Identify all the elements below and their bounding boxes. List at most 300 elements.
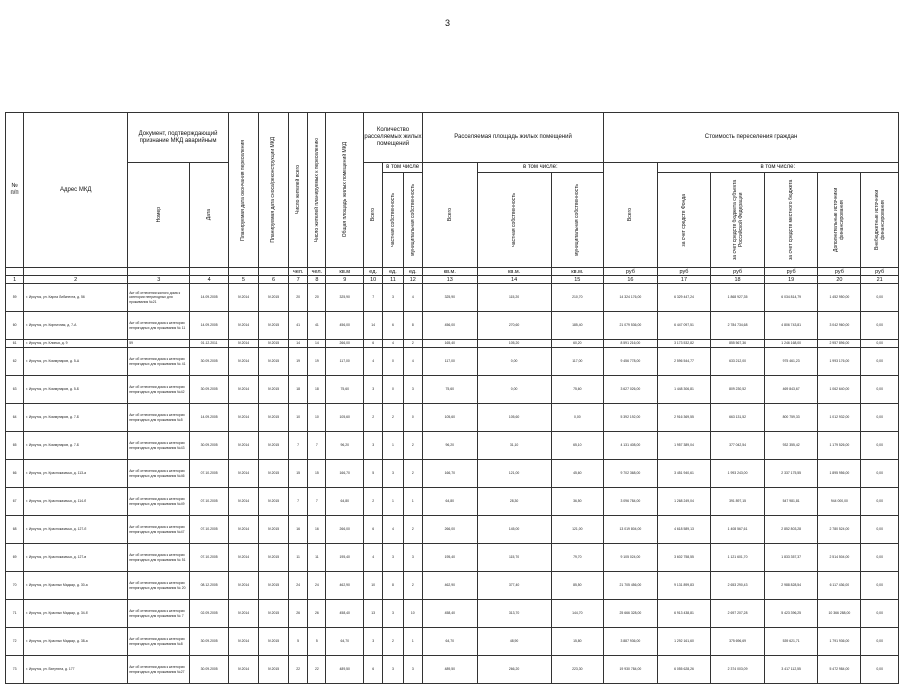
table-cell: 1 791 936,00	[818, 628, 861, 656]
table-cell: 9 105 024,00	[604, 544, 658, 572]
table-cell: 61	[6, 340, 24, 348]
table-cell: 325,90	[422, 284, 477, 312]
table-cell: 539 621,71	[764, 628, 818, 656]
table-cell: IV.2015	[258, 600, 288, 628]
table-cell: 1 452 950,00	[818, 284, 861, 312]
column-number-cell: 4	[190, 276, 229, 284]
table-cell: 800 759,33	[764, 404, 818, 432]
column-number-cell: 14	[477, 276, 551, 284]
table-cell: 270,60	[477, 312, 551, 340]
table-cell: 0	[383, 376, 403, 404]
table-cell: 2	[403, 460, 422, 488]
unit-cell: руб	[764, 268, 818, 276]
table-cell: 266,00	[326, 340, 364, 348]
table-cell: 3	[403, 656, 422, 684]
address-cell: г. Иркутск, ул. Красноказачья, д. 127-в	[24, 544, 128, 572]
header-count-total: Всего	[370, 208, 377, 222]
document-cell: Акт об отнесении дома к категории непригодных для проживания № 7	[128, 600, 190, 628]
table-cell: 01.12.2011	[190, 340, 229, 348]
table-cell: 13 019 804,00	[604, 516, 658, 544]
table-cell: 79,70	[551, 544, 604, 572]
table-cell: 7	[288, 488, 307, 516]
table-cell: 6	[364, 656, 383, 684]
table-cell: 325,90	[326, 284, 364, 312]
table-cell: 7	[288, 432, 307, 460]
table-cell: 96,20	[422, 432, 477, 460]
table-cell: 3	[364, 628, 383, 656]
table-cell: 1 895 956,00	[818, 460, 861, 488]
document-cell: Акт об отнесении дома к категории непригодных для проживания № 41	[128, 348, 190, 376]
table-cell: 2	[403, 340, 422, 348]
unit-cell: кв.м.	[422, 268, 477, 276]
table-cell: 1 408 567,61	[711, 516, 765, 544]
table-cell: 02.09.2005	[190, 600, 229, 628]
table-cell: 266,20	[477, 656, 551, 684]
table-cell: 64	[6, 404, 24, 432]
address-cell: г. Иркутск, ул. Карла Либкнехта, д. 56	[24, 284, 128, 312]
table-cell: IV.2015	[258, 432, 288, 460]
table-cell: 932 355,42	[764, 432, 818, 460]
table-cell: 13	[364, 600, 383, 628]
header-total-area: Общая площадь жилых помещений МКД	[341, 142, 348, 238]
unit-cell: кв.м.	[551, 268, 604, 276]
unit-cell	[258, 268, 288, 276]
table-cell: IV.2015	[258, 544, 288, 572]
table-cell: 62	[6, 348, 24, 376]
column-number-cell: 19	[764, 276, 818, 284]
table-cell: 3 451 940,61	[657, 460, 711, 488]
table-cell: 3 887 936,00	[604, 628, 658, 656]
table-cell: 2	[383, 404, 403, 432]
table-cell: 3	[383, 284, 403, 312]
table-cell: 6 034 814,79	[764, 284, 818, 312]
column-number-cell: 17	[657, 276, 711, 284]
column-number-cell: 18	[711, 276, 765, 284]
table-cell: 26	[288, 600, 307, 628]
table-cell: 14.09.2005	[190, 284, 229, 312]
column-number-cell: 10	[364, 276, 383, 284]
header-residents-planned: Число жителей планируемых к переселению	[313, 137, 320, 243]
header-cost-in-number: в том числе:	[657, 163, 898, 173]
table-cell: 456,00	[326, 312, 364, 340]
header-doc-number: Номер	[155, 207, 162, 223]
table-cell: 60	[6, 312, 24, 340]
header-cost-extra: Дополнительные источники финансирования	[833, 187, 846, 253]
table-cell: 0,00	[861, 312, 899, 340]
table-cell: 8 591 216,00	[604, 340, 658, 348]
table-cell: 5 472 984,00	[818, 656, 861, 684]
table-cell: 0,00	[477, 348, 551, 376]
column-number-cell: 21	[861, 276, 899, 284]
table-cell: IV.2014	[228, 488, 258, 516]
unit-cell: ед.	[383, 268, 403, 276]
table-cell: 458,40	[422, 600, 477, 628]
table-cell: 3 417 112,55	[764, 656, 818, 684]
address-cell: г. Иркутск, ул. Красноказачья, д. 127-б	[24, 516, 128, 544]
table-cell: 7	[308, 488, 326, 516]
unit-cell	[24, 268, 128, 276]
table-cell: IV.2015	[258, 340, 288, 348]
table-cell: 9 131 899,83	[657, 572, 711, 600]
table-cell: 5	[308, 628, 326, 656]
document-cell: Акт об отнесении дома к категории непригодных для проживания № 20	[128, 572, 190, 600]
table-row	[6, 348, 899, 376]
table-cell: 5	[288, 628, 307, 656]
table-cell: 4	[383, 340, 403, 348]
document-cell: Акт об отнесении дома к категории непригодных для проживания №46	[128, 460, 190, 488]
table-cell: 3	[403, 376, 422, 404]
table-cell: 07.10.2005	[190, 488, 229, 516]
table-cell: 18	[308, 376, 326, 404]
table-cell: 266,00	[422, 516, 477, 544]
header-area-municipal: муниципальная собственность	[574, 184, 581, 256]
header-cost-total: Всего	[627, 208, 634, 222]
table-cell: 166,70	[326, 460, 364, 488]
table-cell: 4	[403, 348, 422, 376]
table-cell: 15	[308, 460, 326, 488]
header-doc-date: Дата	[206, 209, 213, 221]
header-area-private: частная собственность	[511, 193, 518, 247]
unit-cell	[6, 268, 24, 276]
table-cell: 6 117 436,00	[818, 572, 861, 600]
table-cell: 21 079 536,00	[604, 312, 658, 340]
table-cell: 14	[364, 312, 383, 340]
table-cell: 3	[364, 432, 383, 460]
table-cell: 73	[6, 656, 24, 684]
table-cell: 66	[6, 460, 24, 488]
table-cell: 4 131 408,00	[604, 432, 658, 460]
table-cell: IV.2015	[258, 312, 288, 340]
table-cell: 6	[383, 312, 403, 340]
table-cell: 19	[288, 348, 307, 376]
table-cell: 5 392 192,00	[604, 404, 658, 432]
table-cell: 2 784 734,68	[711, 312, 765, 340]
header-cost-group: Стоимость переселения граждан	[604, 113, 899, 163]
table-cell: 1 292 161,60	[657, 628, 711, 656]
table-cell: 1 993 176,00	[818, 348, 861, 376]
table-cell: 2 337 175,55	[764, 460, 818, 488]
header-count-municipal: муниципальная собственность	[409, 184, 416, 256]
table-cell: 2	[403, 572, 422, 600]
unit-cell: руб	[657, 268, 711, 276]
table-cell: 75,60	[422, 376, 477, 404]
unit-cell	[128, 268, 190, 276]
table-cell: 121,00	[477, 460, 551, 488]
table-cell: 2 957 896,00	[818, 340, 861, 348]
table-cell: 26	[308, 600, 326, 628]
table-cell: 2 596 544,77	[657, 348, 711, 376]
table-cell: 8	[383, 572, 403, 600]
table-cell: 458,40	[326, 600, 364, 628]
table-cell: 2 852 803,28	[764, 516, 818, 544]
table-cell: 266,00	[326, 516, 364, 544]
table-cell: 144,70	[551, 600, 604, 628]
table-cell: 3 096 784,00	[604, 488, 658, 516]
table-cell: 30.09.2005	[190, 628, 229, 656]
table-cell: 10	[308, 404, 326, 432]
header-count-in-number: в том числе	[383, 163, 423, 173]
document-cell: Акт об отнесении дома к категории непригодных для проживания №42	[128, 376, 190, 404]
unit-cell: ед.	[364, 268, 383, 276]
table-cell: 2 780 524,00	[818, 516, 861, 544]
table-cell: 809 230,52	[711, 376, 765, 404]
unit-cell: кв.м.	[477, 268, 551, 276]
table-cell: 6	[364, 340, 383, 348]
table-cell: 9 702 368,00	[604, 460, 658, 488]
table-cell: 210,70	[551, 284, 604, 312]
table-cell: 2	[403, 432, 422, 460]
table-cell: 07.10.2005	[190, 544, 229, 572]
table-cell: 145,00	[477, 516, 551, 544]
unit-cell: чел.	[288, 268, 307, 276]
table-cell: 96,20	[326, 432, 364, 460]
units-row	[6, 268, 899, 276]
table-cell: 117,00	[326, 348, 364, 376]
table-cell: 469 843,67	[764, 376, 818, 404]
table-cell: 10	[288, 404, 307, 432]
header-area-total: Всего	[446, 208, 453, 222]
table-cell: 48,90	[477, 628, 551, 656]
table-cell: 3	[383, 656, 403, 684]
table-cell: 6	[364, 516, 383, 544]
table-cell: 3 042 960,00	[818, 312, 861, 340]
table-cell: 4 618 589,13	[657, 516, 711, 544]
table-cell: 19	[308, 348, 326, 376]
table-cell: 0,00	[861, 284, 899, 312]
table-cell: 3 602 758,55	[657, 544, 711, 572]
table-cell: 855 567,36	[711, 340, 765, 348]
table-row	[6, 312, 899, 340]
table-cell: 0,00	[861, 600, 899, 628]
table-cell: 25 666 328,00	[604, 600, 658, 628]
table-cell: 4	[364, 348, 383, 376]
table-cell: 68	[6, 516, 24, 544]
table-cell: 975 461,23	[764, 348, 818, 376]
table-cell: 3 627 026,00	[604, 376, 658, 404]
table-cell: 1 868 927,35	[711, 284, 765, 312]
column-number-cell: 12	[403, 276, 422, 284]
table-cell: 60,20	[551, 340, 604, 348]
table-cell: 105,60	[326, 404, 364, 432]
table-cell: 3 173 532,82	[657, 340, 711, 348]
table-cell: 1 246 168,00	[764, 340, 818, 348]
table-cell: 14	[308, 340, 326, 348]
table-cell: 3	[383, 460, 403, 488]
table-cell: 16	[288, 516, 307, 544]
table-cell: 1	[403, 628, 422, 656]
address-cell: г. Иркутск, ул. Красных Мадьяр, д. 30-а	[24, 572, 128, 600]
address-cell: г. Иркутск, ул. Ватутина, д. 177	[24, 656, 128, 684]
table-cell: 117,00	[551, 348, 604, 376]
table-cell: 195,40	[326, 544, 364, 572]
table-cell: 21 705 456,00	[604, 572, 658, 600]
table-cell: 105,60	[477, 404, 551, 432]
table-cell: 14.09.2005	[190, 312, 229, 340]
table-cell: 166,70	[422, 460, 477, 488]
table-cell: 65	[6, 432, 24, 460]
table-cell: 944 000,00	[818, 488, 861, 516]
table-cell: 2 988 828,54	[764, 572, 818, 600]
table-cell: 28,30	[477, 488, 551, 516]
table-cell: 1 833 357,37	[764, 544, 818, 572]
table-cell: 64,70	[422, 628, 477, 656]
unit-cell	[190, 268, 229, 276]
table-row	[6, 340, 899, 348]
table-cell: 2	[364, 488, 383, 516]
table-cell: IV.2014	[228, 572, 258, 600]
table-cell: IV.2014	[228, 312, 258, 340]
column-number-cell: 11	[383, 276, 403, 284]
document-cell: Акт об отнесении жилого дома к категории непригодных для проживания №21	[128, 284, 190, 312]
column-number-cell: 16	[604, 276, 658, 284]
table-cell: IV.2014	[228, 600, 258, 628]
table-cell: 1 062 640,00	[818, 376, 861, 404]
column-number-cell: 6	[258, 276, 288, 284]
table-cell: 1	[403, 488, 422, 516]
address-cell: г. Иркутск, ул. Красных Мадьяр, д. 38-а	[24, 628, 128, 656]
table-cell: IV.2015	[258, 460, 288, 488]
table-cell: 64,80	[422, 488, 477, 516]
table-cell: 6 447 097,51	[657, 312, 711, 340]
table-cell: 1	[383, 488, 403, 516]
table-row	[6, 516, 899, 544]
header-cost-extrabudget: Внебюджетные источники финансирования	[873, 189, 886, 251]
document-cell: Акт об отнесении дома к категории непригодных для проживания №5	[128, 404, 190, 432]
table-cell: 0,00	[861, 488, 899, 516]
table-cell: 663 131,52	[711, 404, 765, 432]
table-row	[6, 544, 899, 572]
unit-cell: руб	[818, 268, 861, 276]
table-cell: 0,00	[861, 656, 899, 684]
table-cell: 15	[288, 460, 307, 488]
table-cell: 10 366 288,00	[818, 600, 861, 628]
table-cell: 185,40	[551, 312, 604, 340]
header-col-num: № п/п	[6, 113, 24, 268]
table-row	[6, 376, 899, 404]
table-cell: IV.2015	[258, 284, 288, 312]
table-cell: 2	[403, 516, 422, 544]
table-cell: 117,00	[422, 348, 477, 376]
table-cell: 75,60	[551, 376, 604, 404]
table-cell: 70	[6, 572, 24, 600]
table-cell: 0,00	[861, 516, 899, 544]
page-number: 3	[445, 18, 451, 28]
address-cell: г. Иркутск, ул. Коммунаров, д. 7-Б	[24, 404, 128, 432]
table-cell: 1	[383, 432, 403, 460]
table-cell: 41	[308, 312, 326, 340]
table-cell: IV.2014	[228, 544, 258, 572]
table-cell: 45,60	[551, 460, 604, 488]
table-cell: 115,20	[477, 284, 551, 312]
column-number-cell: 9	[326, 276, 364, 284]
table-cell: 489,50	[422, 656, 477, 684]
table-cell: 547 981,81	[764, 488, 818, 516]
table-cell: 462,90	[422, 572, 477, 600]
address-cell: г. Иркутск, ул. Красноказачья, д. 114-б	[24, 488, 128, 516]
table-cell: 375 696,69	[711, 628, 765, 656]
table-cell: 85,50	[551, 572, 604, 600]
table-cell: 59	[6, 284, 24, 312]
table-cell: 2	[383, 628, 403, 656]
table-cell: 72	[6, 628, 24, 656]
table-cell: 7	[308, 432, 326, 460]
unit-cell: руб	[604, 268, 658, 276]
unit-cell: кв.м	[326, 268, 364, 276]
table-cell: 36,50	[551, 488, 604, 516]
unit-cell: руб	[711, 268, 765, 276]
header-plan-end-date: Планируемая дата окончания переселения	[240, 139, 247, 241]
table-cell: IV.2015	[258, 376, 288, 404]
table-cell: 4 806 743,81	[764, 312, 818, 340]
table-cell: 1 179 526,00	[818, 432, 861, 460]
column-number-cell: 13	[422, 276, 477, 284]
table-cell: IV.2015	[258, 404, 288, 432]
table-cell: 2	[364, 404, 383, 432]
unit-cell: руб	[861, 268, 899, 276]
table-cell: 115,70	[477, 544, 551, 572]
table-cell: 20	[288, 284, 307, 312]
table-cell: 4	[364, 544, 383, 572]
header-residents-total: Число жителей всего	[295, 165, 302, 215]
address-cell: г. Иркутск, ул. Кирпичная, д. 7-А	[24, 312, 128, 340]
table-cell: 1 993 243,00	[711, 460, 765, 488]
table-row	[6, 460, 899, 488]
table-cell: 18	[288, 376, 307, 404]
table-cell: 22	[288, 656, 307, 684]
header-plan-demolition-date: Планируемая дата сноса/реконструкции МКД	[270, 137, 277, 243]
table-cell: 30.09.2005	[190, 656, 229, 684]
table-cell: IV.2014	[228, 376, 258, 404]
table-cell: IV.2014	[228, 340, 258, 348]
table-cell: 24	[288, 572, 307, 600]
table-cell: 31,10	[477, 432, 551, 460]
column-number-cell: 8	[308, 276, 326, 284]
table-cell: 7	[364, 284, 383, 312]
header-col-address: Адрес МКД	[24, 113, 128, 268]
table-cell: IV.2015	[258, 572, 288, 600]
table-cell: IV.2014	[228, 348, 258, 376]
table-cell: 391 897,15	[711, 488, 765, 516]
table-cell: 11	[308, 544, 326, 572]
table-cell: 20	[308, 284, 326, 312]
table-cell: 0,00	[861, 544, 899, 572]
header-col-document: Документ, подтверждающий признание МКД аварийным	[128, 113, 229, 163]
table-cell: IV.2015	[258, 488, 288, 516]
column-number-cell: 3	[128, 276, 190, 284]
column-number-cell: 2	[24, 276, 128, 284]
header-cost-local: за счет средств местного бюджета	[788, 179, 795, 261]
table-cell: 165,40	[422, 340, 477, 348]
table-row	[6, 600, 899, 628]
table-cell: 0,00	[861, 376, 899, 404]
table-row	[6, 432, 899, 460]
header-cost-federal: за счет средств бюджета субъекта Российской Федерации	[731, 179, 744, 261]
address-cell: г. Иркутск, ул. Коммунаров, д. 5-Б	[24, 376, 128, 404]
table-cell: 633 212,00	[711, 348, 765, 376]
table-cell: 0,00	[861, 628, 899, 656]
table-cell: 489,50	[326, 656, 364, 684]
table-cell: 0	[383, 348, 403, 376]
table-row	[6, 284, 899, 312]
table-cell: 2 514 504,00	[818, 544, 861, 572]
table-cell: 07.10.2005	[190, 460, 229, 488]
table-cell: 75,60	[326, 376, 364, 404]
table-cell: 2 653 290,43	[711, 572, 765, 600]
table-cell: 3	[383, 544, 403, 572]
table-cell: 41	[288, 312, 307, 340]
table-cell: IV.2015	[258, 628, 288, 656]
column-number-cell: 1	[6, 276, 24, 284]
